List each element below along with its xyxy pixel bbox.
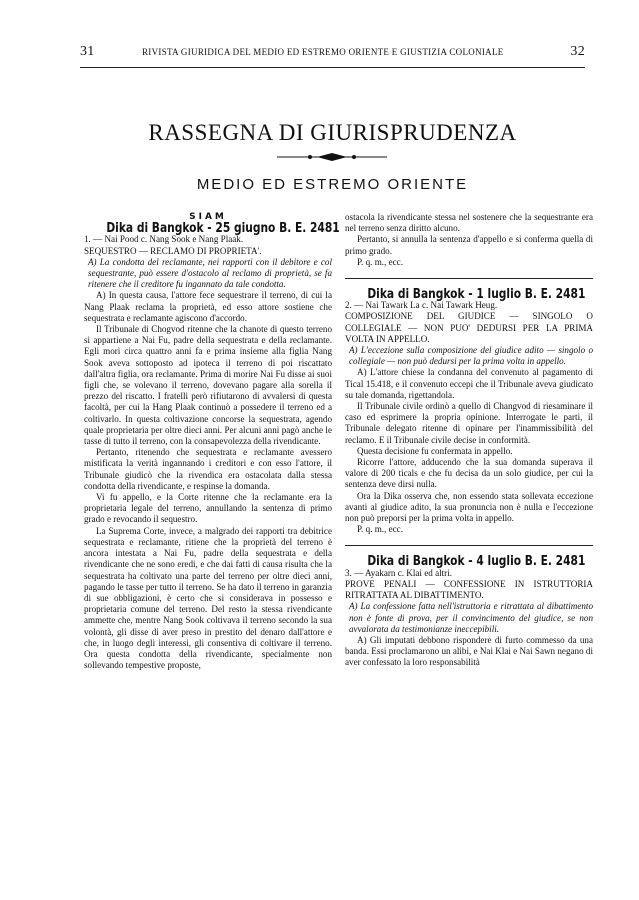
case-separator [345,545,593,546]
paragraph: A) L'attore chiese la condanna del convenuto al pagamento di Tical 15.418, e il convenuto eccepì che il Tribunale aveva giudicato su tale domanda, rigettandola. [345,367,593,400]
paragraph: Pertanto, ritenendo che sequestrata e reclamante avessero mistificata la verità ingannando i creditori e con esso l'attore, il Tribunale giudicò che la rivendica era ostacolata dalla stessa condotta della rivendicante, e respinse la domanda. [84,447,332,491]
section-subtitle: MEDIO ED ESTREMO ORIENTE [196,176,469,193]
case-parties: 2. — Nai Tawark La c. Nai Tawark Heug. [345,300,498,311]
paragraph: Il Tribunale civile ordinò a quello di Changvod di riesaminare il caso ed esprimere la propria opinione. Interrogate le parti, il Tribunale delegato ritenne di opinare per l'inammissibilità del reclamo. E il Tribunale civile decise in conformità. [345,401,593,445]
section-title: RASSEGNA DI GIURISPRUDENZA [148,120,517,145]
case-maxim: A) La condotta del reclamante, nei rapporti con il debitore e col sequestrante, può essere d'ostacolo al reclamo di proprietà, se fa ritenere che il creditore fu ingannato da tale condotta. [88,256,332,290]
paragraph: Ora la Dika osserva che, non essendo stata sollevata eccezione avanti al giudice adito, la sua pronuncia non è nulla e l'eccezione non può preporsi per la prima volta in appello. [345,490,593,524]
case-separator [345,278,593,279]
paragraph: ostacola la rivendicante stessa nel sostenere che la sequestrante era nel terreno senza diritto alcuno. [345,212,593,234]
case-maxim: A) La confessione fatta nell'istruttoria e ritrattata al dibattimento non è fonte di prova, per il convincimento del giudice, se non avvalorata da testimonianze ineccepibili. [349,601,593,634]
paragraph: A) In questa causa, l'attore fece sequestrare il terreno, di cui la Nang Plaak reclama la proprietà, ed esso attore sostiene che sequestrata e reclamante agiscono d'accordo. [84,290,332,323]
case-topic: PROVE PENALI — CONFESSIONE IN ISTRUTTORIA RITRATTATA AL DIBATTIMENTO. [345,578,593,601]
case-heading: Dika di Bangkok - 4 luglio B. E. 2481 [367,554,586,570]
paragraph: P. q. m., ecc. [357,256,403,267]
page-number-right: 32 [570,44,585,59]
paragraph: Il Tribunale di Chogvod ritenne che la chanote di questo terreno si appartiene a Nai Fu, padre della sequestrata e della reclamante. Egli morì circa quattro anni fa e prima insieme alla figlia Nang Sook aveva sottoposto ad ipoteca il terreno di poi riscattato dall'altra figlia, ora reclamante. Prima di morire Nai Fu disse ai suoi figli che, se volevano il terreno, dovevano pagare alla sorella il prezzo del riscatto. I fratelli però rifiutarono di avvalersi di questa facoltà, per cui la Hang Plaak continuò a possedere il terreno ed a coltivarlo. In questa coltivazione concorse la sequestrata, agendo quale proprietaria per oltre dieci anni. Per alcuni anni pagò anche le tasse di tutto il terreno, con la consapevolezza della rivendicante. [84,324,332,447]
paragraph: Vi fu appello, e la Corte ritenne che la reclamante era la proprietaria legale del terreno, annullando la sentenza di primo grado e revocando il sequestro. [84,492,332,525]
title-ornament-icon [277,152,387,162]
paragraph: Pertanto, si annulla la sentenza d'appello e si conferma quella di primo grado. [345,234,593,256]
case-topic: COMPOSIZIONE DEL GIUDICE — SINGOLO O COLLEGIALE — NON PUO' DEDURSI PER LA PRIMA VOLTA IN APPELLO. [345,311,593,344]
country-heading: SIAM [189,212,227,222]
page-number-left: 31 [80,44,95,59]
header-rule [80,67,585,68]
paragraph: P. q. m., ecc. [357,524,403,535]
case-heading: Dika di Bangkok - 25 giugno B. E. 2481 [106,221,340,237]
left-column [84,212,340,671]
paragraph: Questa decisione fu confermata in appello. [357,445,513,456]
case-parties: 3. — Ayakarn c. Klai ed altri. [345,567,452,578]
case-heading: Dika di Bangkok - 1 luglio B. E. 2481 [367,287,586,303]
paragraph: A) Gli imputati debbono rispondere di furto commesso da una banda. Essi proclamarono un alibi, e Nai Klai e Nai Sawn negano di aver confessato la loro responsabilità [345,634,593,668]
case-topic: SEQUESTRO — RECLAMO DI PROPRIETA'. [84,245,262,256]
right-column [345,212,593,669]
case-maxim: A) L'eccezione sulla composizione del giudice adito — singolo o collegiale — non può dedursi per la prima volta in appello. [349,345,593,367]
running-title: RIVISTA GIURIDICA DEL MEDIO ED ESTREMO ORIENTE E GIUSTIZIA COLONIALE [142,47,504,57]
paragraph: La Suprema Corte, invece, a malgrado dei rapporti tra debitrice sequestrata e reclamante, ritiene che la proprietà del terreno è ancora intestata a Nai Fu, padre della sequestrata e della rivendicante che ne sono eredi, e che dai fatti di causa risulta che la sequestrata ha coltivato una parte del terreno per oltre dieci anni, pagando le tasse per tutto il terreno. Se ha dato il terreno in garanzia di sue obbligazioni, è certo che si considerava in possesso e proprietaria comune del terreno. Del resto la stessa rivendicante ammette che, mentre Nang Sook coltivava il terreno secondo la sua volontà, gli disse di aver preso in prestito del denaro dall'attore e che, in luogo degli interessi, gli consentiva di coltivare il terreno. Ora questa condotta della rivendicante, specialmente non sollevando tempestive proposte, [84,525,332,671]
case-parties: 1. — Nai Pood c. Nang Sook e Nang Plaak. [84,234,244,245]
paragraph: Ricorre l'attore, adducendo che la sua domanda superava il valore di 200 ticals e che fu decisa da un solo giudice, per cui la sentenza deve dirsi nulla. [345,457,593,490]
